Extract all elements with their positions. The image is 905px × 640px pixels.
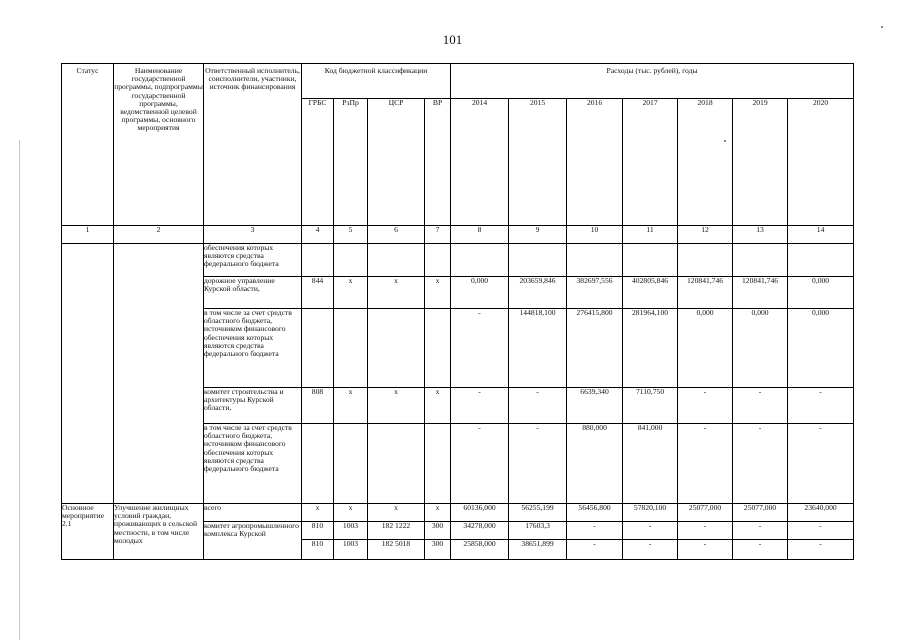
- column-number: 3: [204, 226, 302, 244]
- value-cell: 60136,000: [451, 504, 509, 522]
- grbs-cell: 808: [302, 388, 334, 424]
- header-year: 2020: [788, 99, 854, 226]
- column-number: 9: [509, 226, 567, 244]
- column-number: 14: [788, 226, 854, 244]
- value-cell: 276415,800: [567, 309, 623, 388]
- column-number: 12: [678, 226, 733, 244]
- header-row-top: [62, 64, 854, 99]
- value-cell: -: [733, 540, 788, 560]
- value-cell: -: [788, 540, 854, 560]
- vr-cell: 300: [425, 522, 451, 540]
- value-cell: 144818,100: [509, 309, 567, 388]
- vr-cell: [425, 309, 451, 388]
- header-status: Статус: [62, 64, 114, 226]
- executor-cell: комитет агропромышленного комплекса Курской: [204, 522, 302, 560]
- rzpr-cell: х: [334, 504, 368, 522]
- header-year: 2015: [509, 99, 567, 226]
- csr-cell: [368, 244, 425, 277]
- csr-cell: х: [368, 388, 425, 424]
- header-csr: ЦСР: [368, 99, 425, 226]
- value-cell: -: [451, 388, 509, 424]
- value-cell: -: [788, 522, 854, 540]
- value-cell: [567, 244, 623, 277]
- header-year: 2019: [733, 99, 788, 226]
- value-cell: 38651,899: [509, 540, 567, 560]
- value-cell: 56255,199: [509, 504, 567, 522]
- value-cell: 120841,746: [678, 277, 733, 309]
- value-cell: 0,000: [733, 309, 788, 388]
- value-cell: [733, 244, 788, 277]
- column-number: 10: [567, 226, 623, 244]
- csr-cell: 182 5018: [368, 540, 425, 560]
- value-cell: -: [678, 522, 733, 540]
- executor-cell: дорожное управление Курской области,: [204, 277, 302, 309]
- header-year: 2014: [451, 99, 509, 226]
- column-number: 13: [733, 226, 788, 244]
- header-code-group: Код бюджетной классификации: [302, 64, 451, 99]
- header-year: 2016: [567, 99, 623, 226]
- grbs-cell: 810: [302, 522, 334, 540]
- value-cell: 23640,000: [788, 504, 854, 522]
- value-cell: [509, 244, 567, 277]
- vr-cell: х: [425, 277, 451, 309]
- executor-cell: обеспечения которых являются средства федерального бюджета: [204, 244, 302, 277]
- value-cell: -: [509, 424, 567, 504]
- name-cell-empty: [114, 244, 204, 504]
- rzpr-cell: 1003: [334, 522, 368, 540]
- column-number: 11: [623, 226, 678, 244]
- value-cell: -: [733, 522, 788, 540]
- grbs-cell: [302, 309, 334, 388]
- header-grbs: ГРБС: [302, 99, 334, 226]
- value-cell: 203659,846: [509, 277, 567, 309]
- scan-margin-line: [19, 140, 20, 640]
- vr-cell: х: [425, 388, 451, 424]
- vr-cell: 300: [425, 540, 451, 560]
- value-cell: -: [733, 388, 788, 424]
- value-cell: -: [788, 424, 854, 504]
- executor-cell: комитет строительства и архитектуры Курской области,: [204, 388, 302, 424]
- value-cell: -: [678, 540, 733, 560]
- value-cell: -: [451, 309, 509, 388]
- value-cell: 382697,556: [567, 277, 623, 309]
- rzpr-cell: 1003: [334, 540, 368, 560]
- value-cell: -: [509, 388, 567, 424]
- name-cell: Улучшение жилищных условий граждан, проживающих в сельской местности, в том числе молодых: [114, 504, 204, 560]
- value-cell: [451, 244, 509, 277]
- value-cell: 56456,800: [567, 504, 623, 522]
- rzpr-cell: [334, 309, 368, 388]
- value-cell: 0,000: [678, 309, 733, 388]
- value-cell: 25077,000: [678, 504, 733, 522]
- value-cell: -: [567, 540, 623, 560]
- column-number: 1: [62, 226, 114, 244]
- value-cell: -: [623, 522, 678, 540]
- vr-cell: [425, 244, 451, 277]
- value-cell: 880,000: [567, 424, 623, 504]
- value-cell: -: [623, 540, 678, 560]
- value-cell: -: [678, 388, 733, 424]
- status-cell: Основное мероприятие 2.1: [62, 504, 114, 560]
- value-cell: 0,000: [451, 277, 509, 309]
- value-cell: -: [451, 424, 509, 504]
- column-number: 8: [451, 226, 509, 244]
- value-cell: 34278,000: [451, 522, 509, 540]
- value-cell: [623, 244, 678, 277]
- vr-cell: х: [425, 504, 451, 522]
- value-cell: [788, 244, 854, 277]
- value-cell: -: [567, 522, 623, 540]
- column-number-row: [62, 226, 854, 244]
- value-cell: -: [678, 424, 733, 504]
- value-cell: 120841,746: [733, 277, 788, 309]
- header-year: 2017: [623, 99, 678, 226]
- scan-speck: [881, 26, 883, 28]
- status-cell-empty: [62, 244, 114, 504]
- table-row: [62, 244, 854, 277]
- column-number: 4: [302, 226, 334, 244]
- csr-cell: [368, 424, 425, 504]
- csr-cell: х: [368, 277, 425, 309]
- header-vr: ВР: [425, 99, 451, 226]
- header-expenses-group: Расходы (тыс. рублей), годы: [451, 64, 854, 99]
- grbs-cell: 810: [302, 540, 334, 560]
- value-cell: 0,000: [788, 309, 854, 388]
- value-cell: 57820,100: [623, 504, 678, 522]
- header-rzpr: РзПр: [334, 99, 368, 226]
- column-number: 5: [334, 226, 368, 244]
- header-name: Наименование государственной программы, подпрограммы государственной программы, ведомственной целевой программы, основного мероприятия: [114, 64, 204, 226]
- value-cell: -: [788, 388, 854, 424]
- grbs-cell: [302, 424, 334, 504]
- executor-cell: в том числе за счет средств областного бюджета, источником финансового обеспечения которых являются средства федерального бюджета: [204, 309, 302, 388]
- grbs-cell: 844: [302, 277, 334, 309]
- value-cell: 841,000: [623, 424, 678, 504]
- value-cell: [678, 244, 733, 277]
- csr-cell: 182 1222: [368, 522, 425, 540]
- budget-table: [61, 63, 854, 560]
- value-cell: 281964,100: [623, 309, 678, 388]
- value-cell: 7110,750: [623, 388, 678, 424]
- rzpr-cell: [334, 244, 368, 277]
- value-cell: 402805,846: [623, 277, 678, 309]
- vr-cell: [425, 424, 451, 504]
- column-number: 6: [368, 226, 425, 244]
- value-cell: 6639,340: [567, 388, 623, 424]
- header-executor: Ответственный исполнитель, соисполнители, участники, источник финансирования: [204, 64, 302, 226]
- column-number: 7: [425, 226, 451, 244]
- rzpr-cell: х: [334, 388, 368, 424]
- header-year: 2018: [678, 99, 733, 226]
- grbs-cell: [302, 244, 334, 277]
- csr-cell: [368, 309, 425, 388]
- rzpr-cell: х: [334, 277, 368, 309]
- value-cell: -: [733, 424, 788, 504]
- value-cell: 25858,000: [451, 540, 509, 560]
- page-number: 101: [442, 32, 463, 47]
- value-cell: 25077,000: [733, 504, 788, 522]
- grbs-cell: х: [302, 504, 334, 522]
- executor-cell: всего: [204, 504, 302, 522]
- value-cell: 0,000: [788, 277, 854, 309]
- rzpr-cell: [334, 424, 368, 504]
- table-row: [62, 504, 854, 522]
- csr-cell: х: [368, 504, 425, 522]
- column-number: 2: [114, 226, 204, 244]
- value-cell: 17603,3: [509, 522, 567, 540]
- executor-cell: в том числе за счет средств областного бюджета, источником финансового обеспечения которых являются средства федерального бюджета: [204, 424, 302, 504]
